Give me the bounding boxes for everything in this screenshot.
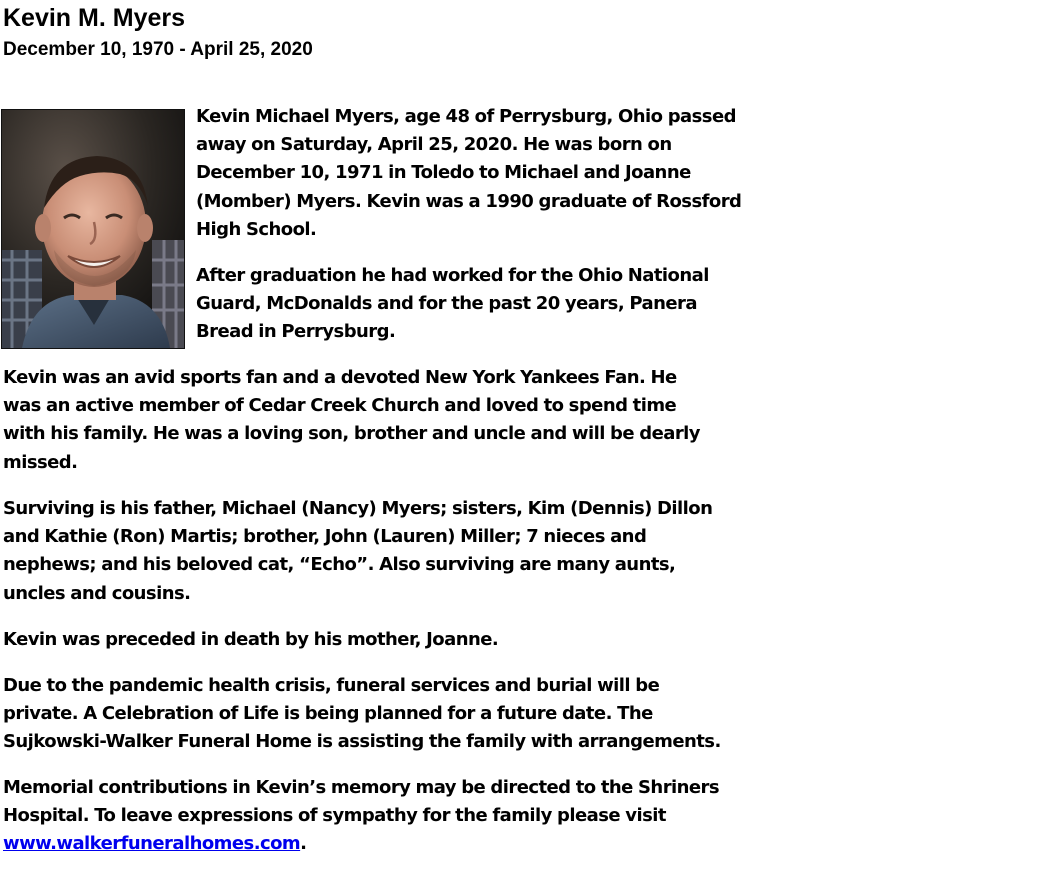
text-line: uncles and cousins. [3, 582, 191, 604]
text-line: Kevin Michael Myers, age 48 of Perrysburg, Ohio passed [196, 106, 736, 127]
text-line-link [3, 830, 719, 858]
text-line: Kevin was preceded in death by his mother, Joanne. [3, 629, 499, 650]
text-line: Surviving is his father, Michael (Nancy) Myers; sisters, Kim (Dennis) Dillon [3, 498, 713, 519]
portrait-photo [1, 109, 185, 349]
text-line: After graduation he had worked for the Ohio National [196, 265, 709, 286]
text-line: High School. [196, 218, 317, 240]
text-line: December 10, 1971 in Toledo to Michael and Joanne [196, 162, 691, 184]
text-line: was an active member of Cedar Creek Church and loved to spend time [3, 395, 677, 417]
paragraph-career [196, 262, 709, 347]
text-line: Due to the pandemic health crisis, funeral services and burial will be [3, 675, 660, 696]
text-line: (Momber) Myers. Kevin was a 1990 graduate of Rossford [196, 190, 742, 212]
text-line: Memorial contributions in Kevin’s memory may be directed to the Shriners [3, 777, 720, 798]
paragraph-services [3, 672, 721, 757]
text-line: away on Saturday, April 25, 2020. He was born on [196, 134, 672, 156]
obituary-name-heading: Kevin M. Myers [3, 4, 186, 32]
portrait-photo-icon [2, 110, 184, 348]
paragraph-interests [3, 364, 700, 477]
text-line: Sujkowski-Walker Funeral Home is assisting the family with arrangements. [3, 731, 721, 753]
text-line: Hospital. To leave expressions of sympathy for the family please visit [3, 805, 666, 827]
text-line: Bread in Perrysburg. [196, 321, 396, 343]
paragraph-birth-details [196, 103, 741, 244]
text-line: missed. [3, 451, 78, 473]
text-line: Kevin was an avid sports fan and a devoted New York Yankees Fan. He [3, 367, 677, 388]
text-line: with his family. He was a loving son, brother and uncle and will be dearly [3, 423, 700, 445]
paragraph-preceded [3, 626, 498, 654]
sentence-end: . [300, 833, 307, 855]
text-line: nephews; and his beloved cat, “Echo”. Also surviving are many aunts, [3, 554, 676, 576]
text-line: private. A Celebration of Life is being planned for a future date. The [3, 703, 653, 725]
paragraph-memorials [3, 774, 719, 859]
funeral-home-website-link[interactable]: www.walkerfuneralhomes.com [3, 833, 301, 855]
text-line: Guard, McDonalds and for the past 20 years, Panera [196, 293, 697, 315]
text-line: and Kathie (Ron) Martis; brother, John (Lauren) Miller; 7 nieces and [3, 526, 647, 548]
life-dates: December 10, 1970 - April 25, 2020 [3, 39, 313, 60]
paragraph-survivors [3, 495, 712, 608]
